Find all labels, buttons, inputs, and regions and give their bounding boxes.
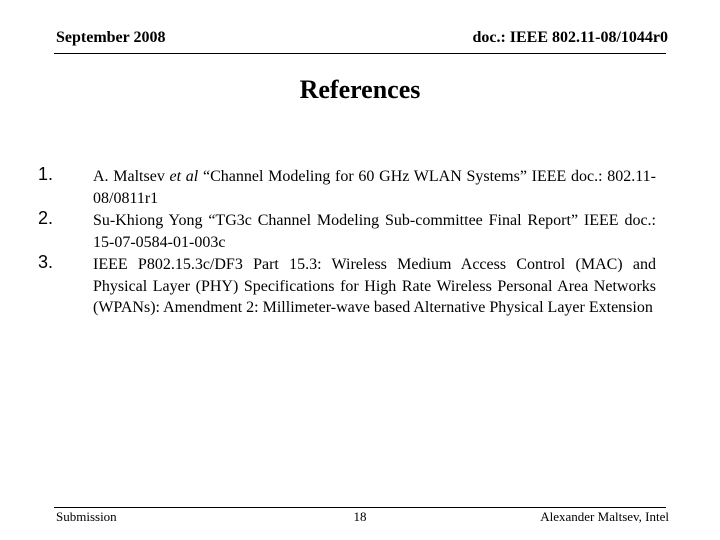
reference-text-italic: et al: [169, 168, 199, 185]
reference-item-3: [38, 254, 656, 319]
reference-text: IEEE P802.15.3c/DF3 Part 15.3: Wireless Medium Access Control (MAC) and Physical Layer (PHY) Specifications for High Rate Wireless Personal Area Networks (WPANs): Amendment 2: Millimeter-wave based Alternative Physical Layer Extension: [93, 256, 656, 316]
footer-submission: Submission: [56, 509, 117, 524]
page-title: References: [299, 75, 421, 104]
page-number: 18: [353, 509, 367, 524]
reference-text: Su-Khiong Yong “TG3c Channel Modeling Sub-committee Final Report” IEEE doc.: 15-07-0584-01-003c: [93, 212, 656, 251]
header-date: September 2008: [56, 29, 166, 46]
footer-author: Alexander Maltsev, Intel: [540, 509, 669, 524]
reference-item-2: [38, 210, 656, 253]
reference-number: 1.: [38, 164, 54, 184]
reference-number: 2.: [38, 208, 54, 228]
reference-text: A. Maltsev: [93, 168, 170, 185]
reference-list: [38, 166, 656, 320]
footer-divider: [54, 507, 666, 508]
reference-text-rest: “Channel Modeling for 60 GHz WLAN Systems” IEEE doc.: 802.11-08/0811r1: [93, 168, 657, 207]
header-doc-id: doc.: IEEE 802.11-08/1044r0: [472, 29, 668, 46]
reference-number: 3.: [38, 252, 54, 272]
header-divider: [54, 53, 666, 54]
reference-item-1: [38, 166, 656, 209]
